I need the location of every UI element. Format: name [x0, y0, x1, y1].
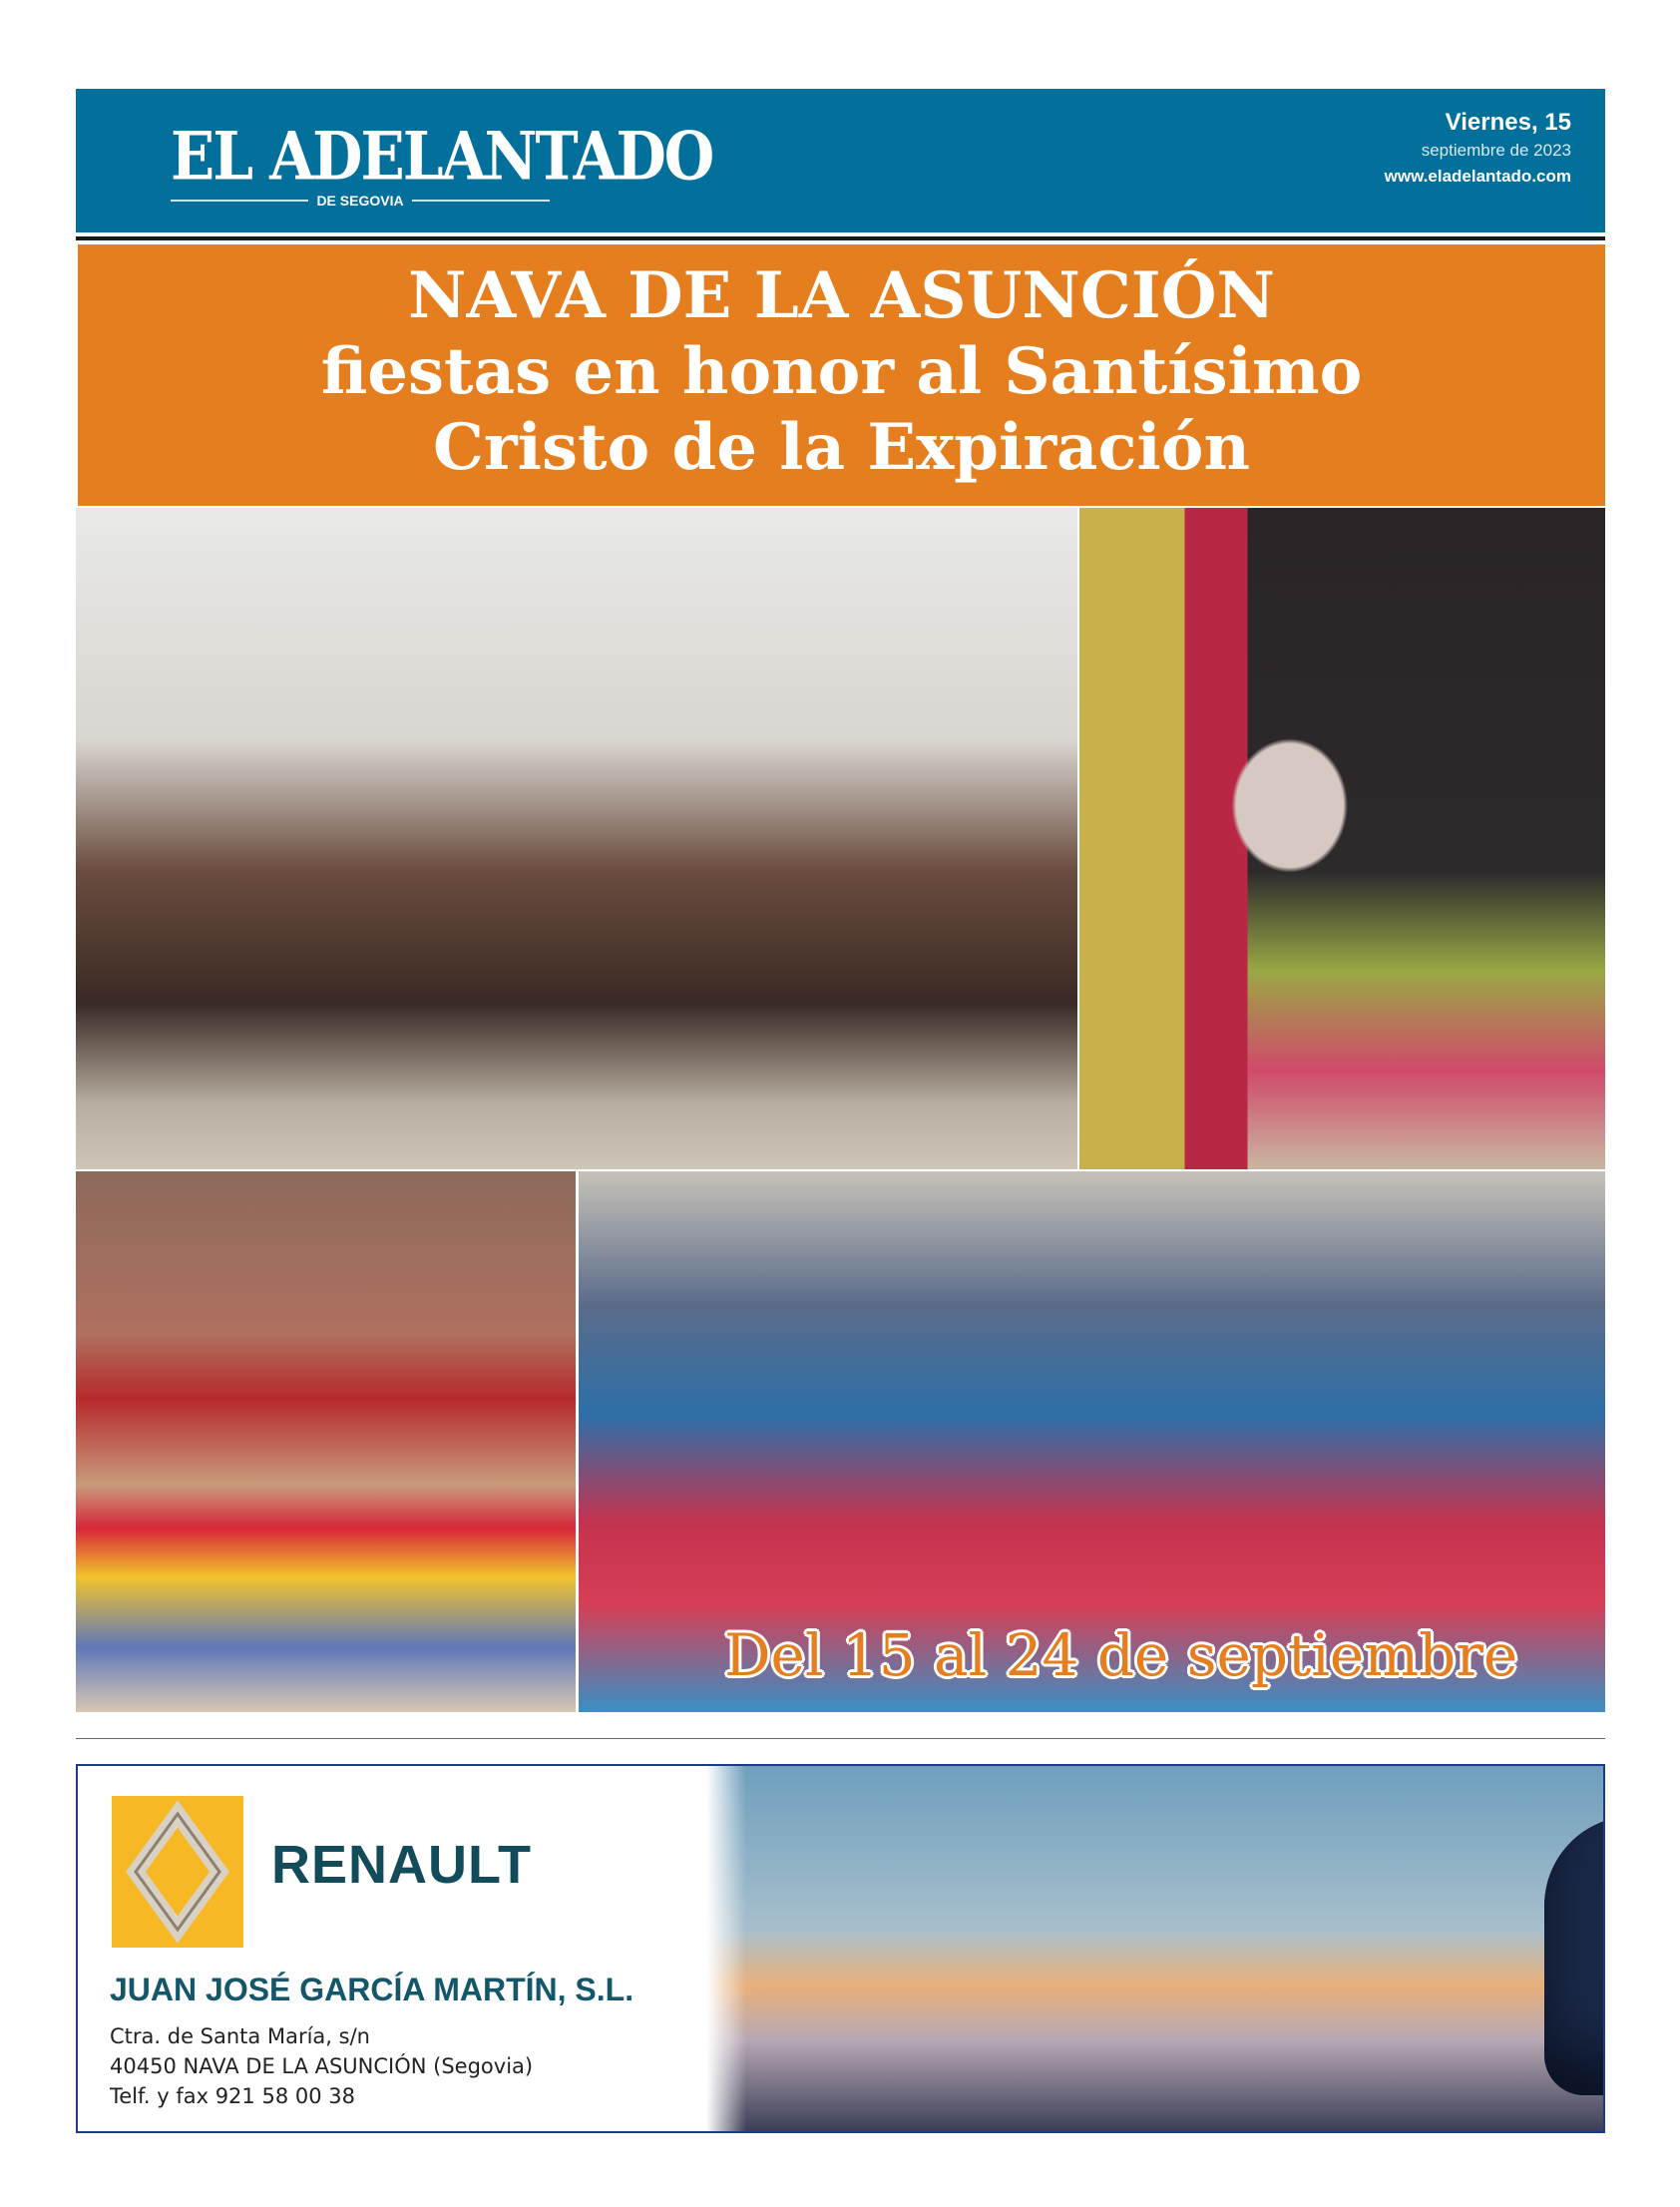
company-name: JUAN JOSÉ GARCÍA MARTÍN, S.L. — [110, 1972, 634, 2007]
photo-horse-riders-bulls — [76, 508, 1077, 1169]
address-line-2: 40450 NAVA DE LA ASUNCIÓN (Segovia) — [110, 2054, 534, 2078]
photo-bullring-inflatables — [76, 1171, 576, 1712]
headline-line-1: NAVA DE LA ASUNCIÓN — [408, 258, 1275, 333]
headline-line-2: fiestas en honor al Santísimo — [320, 334, 1363, 409]
headline-banner — [78, 244, 1605, 506]
festival-dates-caption: Del 15 al 24 de septiembre — [724, 1621, 1518, 1689]
divider — [76, 1738, 1605, 1739]
issue-day: Viernes, 15 — [1445, 109, 1571, 136]
address-line-1: Ctra. de Santa María, s/n — [110, 2024, 370, 2048]
company-address — [110, 2021, 533, 2111]
headline-line-3: Cristo de la Expiración — [432, 410, 1251, 485]
renault-advertisement[interactable] — [76, 1764, 1605, 2133]
date-block — [1385, 109, 1571, 187]
photo-christ-statue — [1079, 508, 1605, 1169]
phone-line: Telf. y fax 921 58 00 38 — [110, 2084, 355, 2108]
divider — [76, 236, 1605, 240]
logo-name: EL ADELANTADO — [171, 117, 713, 196]
website-link[interactable]: www.eladelantado.com — [1384, 167, 1571, 186]
brand-name: RENAULT — [271, 1835, 532, 1895]
renault-logo-icon — [112, 1796, 243, 1948]
logo-subtitle: DE SEGOVIA — [316, 193, 404, 209]
car-image — [1544, 1816, 1605, 2095]
issue-month: septiembre de 2023 — [1421, 141, 1571, 160]
newspaper-logo — [171, 117, 713, 209]
car-photo — [706, 1766, 1603, 2131]
masthead — [76, 89, 1605, 232]
